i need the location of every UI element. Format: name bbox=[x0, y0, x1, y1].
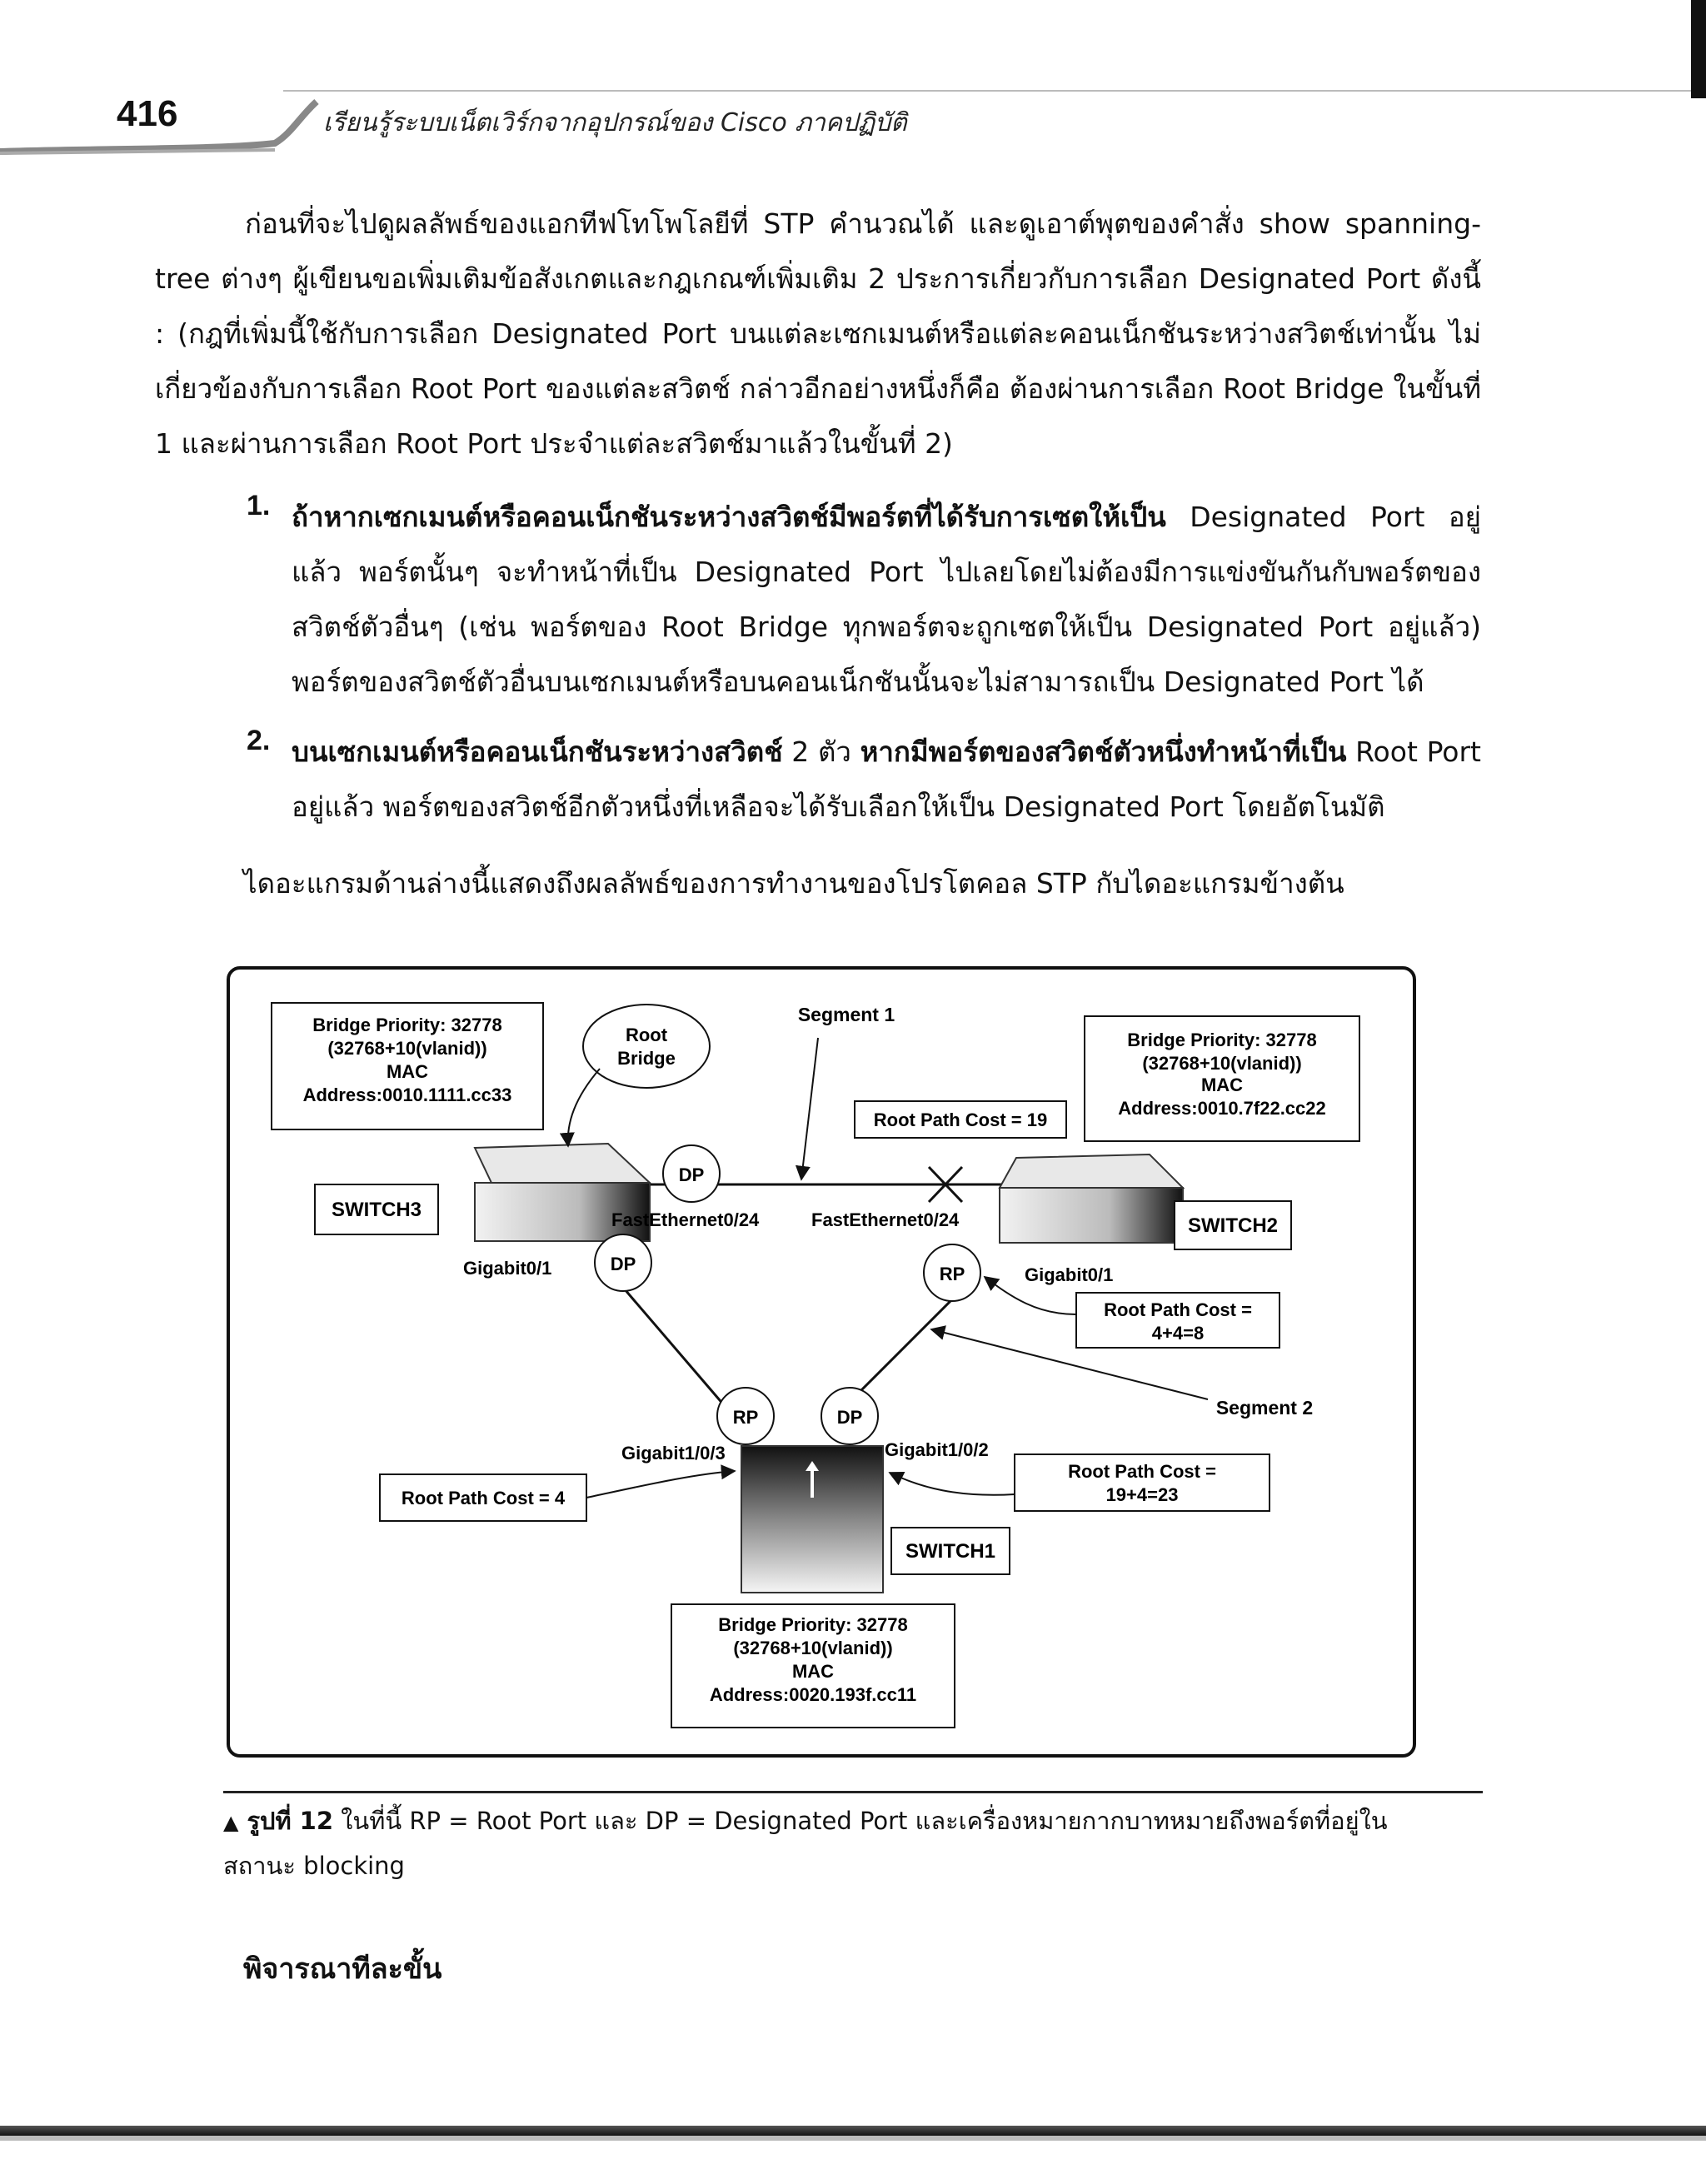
switch3-info-2: (32768+10(vlanid)) bbox=[327, 1038, 487, 1059]
port-sw2-gi: Gigabit0/1 bbox=[1025, 1264, 1114, 1285]
switch2-name: SWITCH2 bbox=[1188, 1214, 1278, 1237]
cost-switch1-right-2: 19+4=23 bbox=[1105, 1484, 1179, 1505]
rule-2-bold-b: หากมีพอร์ตของสวิตช์ตัวหนึ่งทำหน้าที่เป็น bbox=[860, 735, 1347, 768]
switch3-info-3: MAC bbox=[386, 1061, 429, 1082]
cost-segment1: Root Path Cost = 19 bbox=[873, 1109, 1048, 1130]
rule-2-plain-a: 2 ตัว bbox=[782, 735, 860, 768]
diagram-lead-in: ไดอะแกรมด้านล่างนี้แสดงถึงผลลัพธ์ของการทำงานของโปรโตคอล STP กับไดอะแกรมข้างต้น bbox=[243, 867, 1344, 900]
port-sw1-right: Gigabit1/0/2 bbox=[885, 1439, 989, 1460]
closing-heading: พิจารณาทีละขั้น bbox=[243, 1952, 442, 1986]
role-sw2-gi: RP bbox=[939, 1264, 965, 1284]
switch2-body bbox=[1000, 1154, 1183, 1243]
rule-1-bold: ถ้าหากเซกเมนต์หรือคอนเน็กชันระหว่างสวิตช์มีพอร์ตที่ได้รับการเซตให้เป็น bbox=[292, 501, 1166, 533]
port-sw3-gi: Gigabit0/1 bbox=[463, 1258, 552, 1279]
intro-paragraph: ก่อนที่จะไปดูผลลัพธ์ของแอกทีฟโทโพโลยีที่ STP คำนวณได้ และดูเอาต์พุตของคำสั่ง show spanning-tree ต่างๆ ผู้เขียนขอเพิ่มเติมข้อสังเกตและกฎเกณฑ์เพิ่มเติม 2 ประการเกี่ยวกับการเลือก Designated Port ดังนี้ : (กฎที่เพิ่มนี้ใช้กับการเลือก Designated Port บนแต่ละเซกเมนต์หรือแต่ละคอนเน็กชันระหว่างสวิตช์เท่านั้น ไม่เกี่ยวข้องกับการเลือก Root Port ของแต่ละสวิตช์ กล่าวอีกอย่างหนึ่งก็คือ ต้องผ่านการเลือก Root Bridge ในขั้นที่ 1 และผ่านการเลือก Root Port ประจำแต่ละสวิตช์มาแล้วในขั้นที่ 2) bbox=[155, 207, 1481, 460]
switch1-name: SWITCH1 bbox=[905, 1540, 995, 1563]
cost-switch2-1: Root Path Cost = bbox=[1104, 1299, 1252, 1320]
port-sw2-fe: FastEthernet0/24 bbox=[811, 1209, 960, 1230]
role-sw1-right: DP bbox=[836, 1407, 863, 1428]
figure-caption bbox=[223, 1799, 1406, 1887]
footer-bar bbox=[0, 2126, 1706, 2136]
switch3-info-1: Bridge Priority: 32778 bbox=[312, 1015, 502, 1035]
rule-1-number: 1. bbox=[247, 490, 271, 521]
switch3-name: SWITCH3 bbox=[332, 1199, 422, 1221]
header-rule bbox=[283, 90, 1691, 92]
cost-switch1-left: Root Path Cost = 4 bbox=[401, 1488, 566, 1508]
rule-1-text bbox=[292, 490, 1481, 710]
switch1-info-3: MAC bbox=[791, 1661, 835, 1682]
switch2-info-3: MAC bbox=[1200, 1075, 1244, 1095]
caption-triangle-icon: ▲ bbox=[223, 1811, 239, 1834]
caption-text: ในที่นี้ RP = Root Port และ DP = Designated Port และเครื่องหมายกากบาทหมายถึงพอร์ตที่อยู่ในสถานะ blocking bbox=[223, 1807, 1388, 1880]
page-number: 416 bbox=[117, 93, 178, 134]
switch1-info-2: (32768+10(vlanid)) bbox=[733, 1638, 893, 1658]
root-bridge-ellipse bbox=[583, 1005, 710, 1088]
switch1-body bbox=[741, 1446, 883, 1593]
rule-2-text bbox=[292, 725, 1481, 835]
switch2-info-2: (32768+10(vlanid)) bbox=[1142, 1053, 1302, 1074]
port-sw1-left: Gigabit1/0/3 bbox=[621, 1443, 726, 1463]
root-bridge-label-2: Bridge bbox=[617, 1048, 676, 1069]
rule-2-rest: Root Port อยู่แล้ว พอร์ตของสวิตช์อีกตัวหนึ่งที่เหลือจะได้รับเลือกให้เป็น Designated Port โดยอัตโนมัติ bbox=[292, 735, 1481, 823]
footer-shadow bbox=[0, 2136, 1706, 2141]
switch2-info-4: Address:0010.7f22.cc22 bbox=[1118, 1098, 1326, 1119]
caption-label: รูปที่ 12 bbox=[247, 1807, 334, 1835]
segment2-label: Segment 2 bbox=[1215, 1397, 1314, 1419]
role-sw3-fe: DP bbox=[678, 1164, 705, 1185]
root-bridge-label-1: Root bbox=[625, 1025, 668, 1045]
switch1-info-4: Address:0020.193f.cc11 bbox=[709, 1684, 917, 1705]
switch3-info-4: Address:0010.1111.cc33 bbox=[302, 1085, 512, 1105]
stp-topology-diagram bbox=[225, 965, 1418, 1761]
cost-switch1-right-1: Root Path Cost = bbox=[1068, 1461, 1216, 1482]
caption-rule bbox=[223, 1791, 1483, 1793]
segment1-label: Segment 1 bbox=[797, 1004, 895, 1025]
rule-1-rest: Designated Port อยู่แล้ว พอร์ตนั้นๆ จะทำหน้าที่เป็น Designated Port ไปเลยโดยไม่ต้องมีการแข่งขันกันกับพอร์ตของสวิตช์ตัวอื่นๆ (เช่น พอร์ตของ Root Bridge ทุกพอร์ตจะถูกเซตให้เป็น Designated Port อยู่แล้ว) พอร์ตของสวิตช์ตัวอื่นบนเซกเมนต์หรือบนคอนเน็กชันนั้นจะไม่สามารถเป็น Designated Port ได้ bbox=[292, 501, 1481, 698]
rule-2-bold-a: บนเซกเมนต์หรือคอนเน็กชันระหว่างสวิตช์ bbox=[292, 735, 783, 768]
cost-switch2-2: 4+4=8 bbox=[1151, 1323, 1205, 1344]
port-sw3-fe: FastEthernet0/24 bbox=[611, 1209, 760, 1230]
role-sw1-left: RP bbox=[732, 1407, 759, 1428]
switch1-info-1: Bridge Priority: 32778 bbox=[718, 1614, 908, 1635]
running-title: เรียนรู้ระบบเน็ตเวิร์กจากอุปกรณ์ของ Cisco ภาคปฏิบัติ bbox=[323, 108, 907, 137]
rule-2-number: 2. bbox=[247, 725, 271, 756]
role-sw3-gi: DP bbox=[610, 1254, 636, 1274]
switch2-info-1: Bridge Priority: 32778 bbox=[1127, 1030, 1317, 1050]
